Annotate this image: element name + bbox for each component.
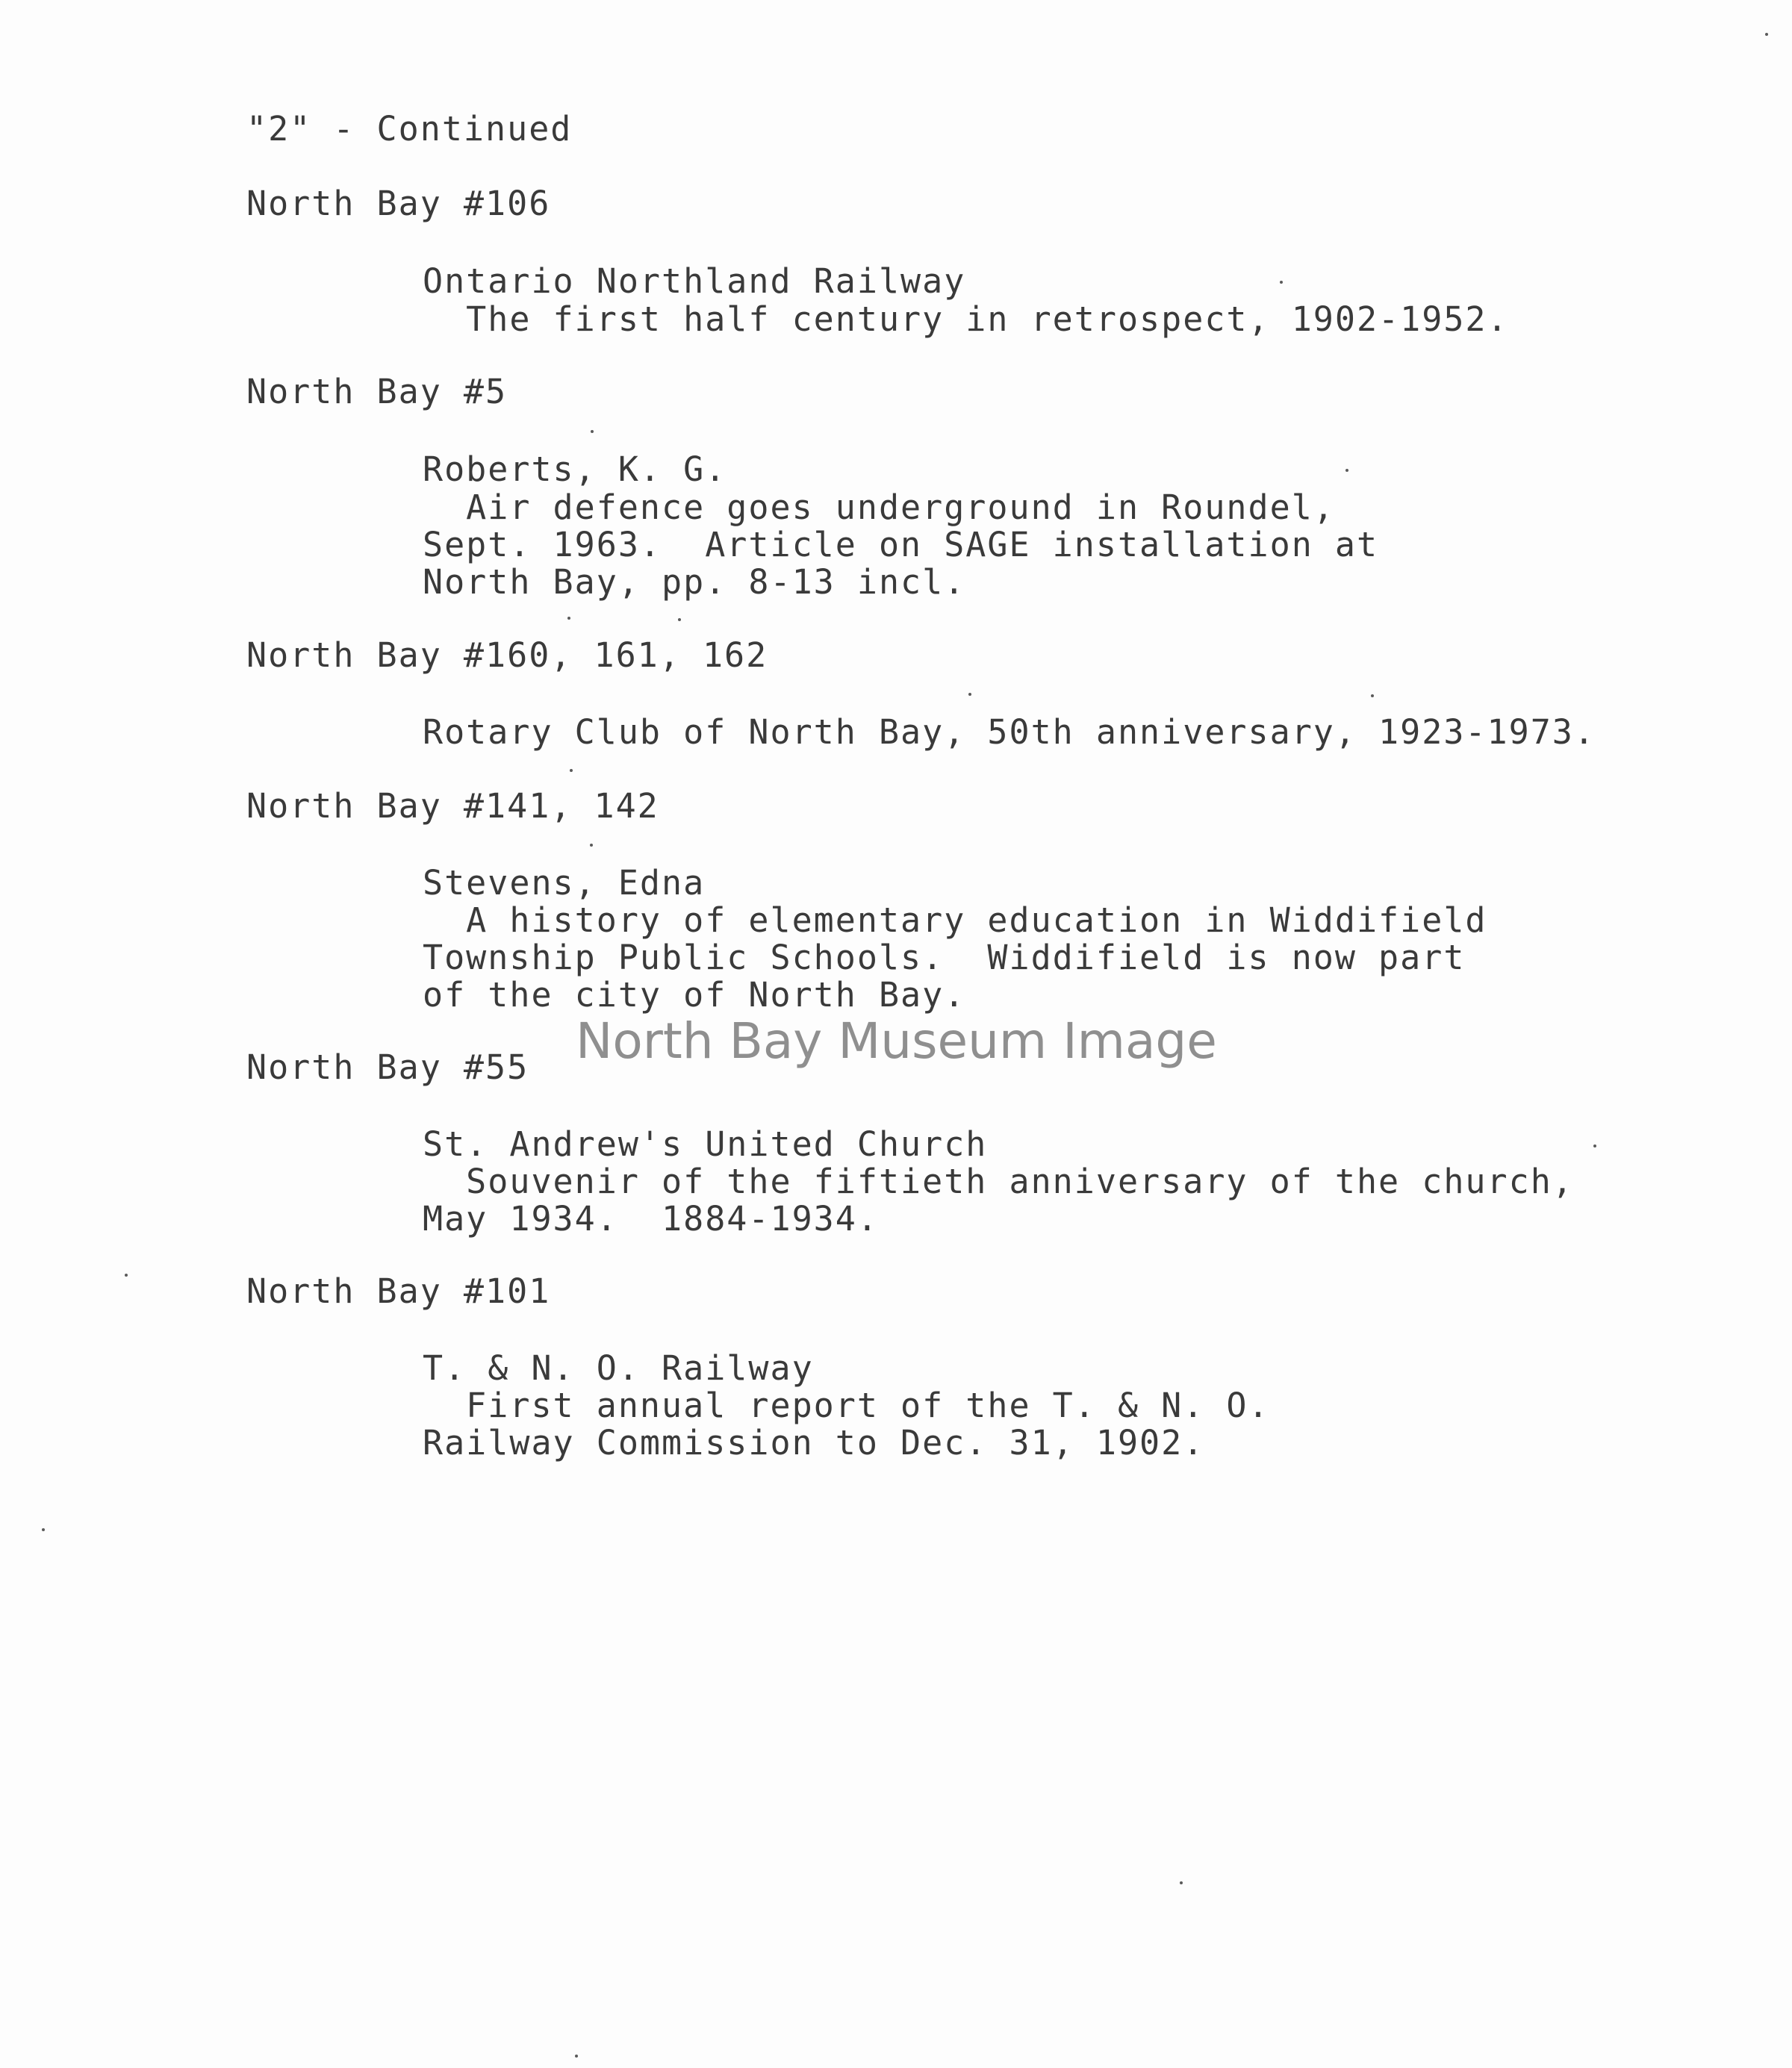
entry-heading: North Bay #106: [246, 184, 551, 223]
scan-speck: [590, 844, 593, 847]
scan-speck: [968, 693, 971, 696]
scan-speck: [570, 769, 573, 772]
entry-line: A history of elementary education in Widdifield: [423, 900, 1487, 940]
scan-speck: [125, 1274, 128, 1277]
scan-speck: [1371, 694, 1374, 697]
scan-speck: [1593, 1144, 1596, 1147]
scan-speck: [1345, 469, 1348, 472]
scan-speck: [575, 2055, 578, 2058]
entry-line: Railway Commission to Dec. 31, 1902.: [423, 1423, 1205, 1463]
entry-line: Roberts, K. G.: [423, 449, 727, 489]
scan-speck: [42, 1528, 45, 1531]
entry-heading: North Bay #101: [246, 1271, 551, 1311]
entry-line: St. Andrew's United Church: [423, 1124, 988, 1164]
entry-heading: North Bay #160, 161, 162: [246, 635, 768, 675]
entry-heading: North Bay #55: [246, 1047, 529, 1087]
museum-watermark: North Bay Museum Image: [576, 1012, 1217, 1070]
entry-line: Ontario Northland Railway: [423, 261, 966, 301]
entry-line: The first half century in retrospect, 1902-1952.: [423, 299, 1509, 339]
scan-speck: [678, 618, 681, 621]
entry-line: First annual report of the T. & N. O.: [423, 1386, 1270, 1425]
scan-speck: [567, 617, 570, 620]
scan-speck: [1280, 281, 1283, 284]
entry-line: Township Public Schools. Widdifield is now part: [423, 938, 1466, 977]
entry-line: of the city of North Bay.: [423, 975, 966, 1015]
scan-speck: [591, 430, 594, 433]
scan-speck: [1180, 1881, 1183, 1884]
entry-line: Air defence goes underground in Roundel,: [423, 488, 1335, 527]
entry-line: Rotary Club of North Bay, 50th anniversary, 1923-1973.: [423, 712, 1596, 752]
scan-speck: [1765, 33, 1768, 36]
entry-line: Sept. 1963. Article on SAGE installation at: [423, 525, 1379, 564]
entry-line: May 1934. 1884-1934.: [423, 1199, 879, 1239]
entry-line: Souvenir of the fiftieth anniversary of the church,: [423, 1162, 1574, 1201]
entry-line: Stevens, Edna: [423, 863, 706, 903]
entry-heading: North Bay #141, 142: [246, 786, 659, 826]
entry-heading: North Bay #5: [246, 372, 508, 411]
continued-header: "2" - Continued: [246, 109, 573, 149]
entry-line: North Bay, pp. 8-13 incl.: [423, 562, 966, 602]
entry-line: T. & N. O. Railway: [423, 1348, 814, 1388]
